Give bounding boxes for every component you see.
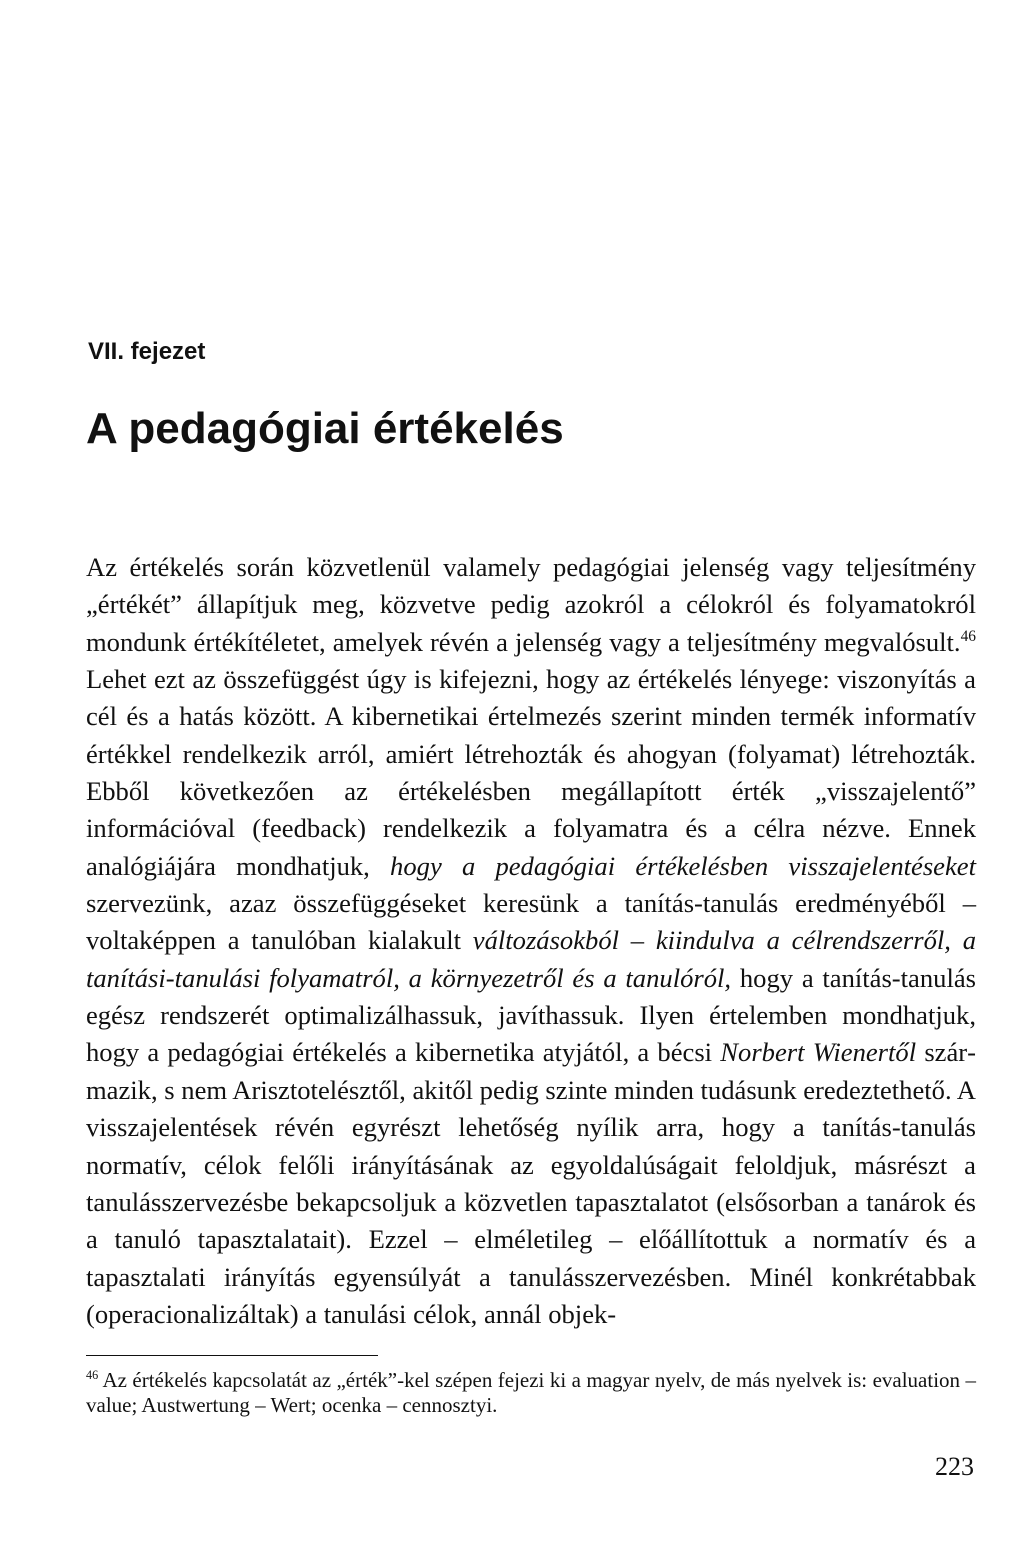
footnote-reference: 46 (960, 627, 976, 645)
body-text-segment: szervezünk, azaz összefüggéseket keresünk a tanítás-tanulás eredményéből – voltaképpen a tanulóban kialakult (86, 888, 976, 956)
body-text-segment: származik, s nem Arisztotelésztől, akitől pedig szinte minden tudásunk eredeztethető. A visszajelentések révén egyrészt lehetőség nyílik arra, hogy a tanítás-tanulás normatív, célok felőli irányításának az egyoldalúságait feloldjuk, másrészt a tanulásszervezésbe bekapcsoljuk a közvetlen tapasztalatot (elsősorban a tanárok és a tanuló tapasztalatait). Ezzel – elméletileg – előállítottuk a normatív és a tapasztalati irányítás egyensúlyát a tanulásszervezésben. Minél konkrétabbak (operacionalizáltak) a tanulási célok, annál objek- (86, 1037, 977, 1329)
italic-emphasis: hogy a pedagógiai értékelésben visszajelentéseket (390, 850, 976, 881)
footnote-divider (86, 1355, 378, 1356)
body-text-segment: hogy a tanítás-tanulás egész rendszerét optimalizálhassuk, javíthassuk. Ilyen értelemben mondhatjuk, hogy a pedagógiai értékelés a kibernetika atyjától, a bécsi (86, 962, 976, 1068)
italic-emphasis: változásokból – kiindulva a célrendszerről, a tanítási-tanulási folyamatról, a környezetről és a tanulóról, (86, 925, 976, 993)
body-text-segment: Lehet ezt az összefüggést úgy is kifejezni, hogy az értékelés lényege: viszonyítás a cél és a hatás között. A kibernetikai értelmezés szerint minden termék informatív értékkel rendelkezik arról, amiért létrehozták és ahogyan (folyamat) létrehozták. Ebből következően az értékelésben megállapított érték „visszajelentő” információval (feedback) rendelkezik a folyamatra és a célra nézve. Ennek analógiájára mondhatjuk, (86, 664, 976, 881)
footnote (86, 1368, 976, 1418)
body-text-segment: Az értékelés során közvetlenül valamely pedagógiai jelenség vagy teljesítmény „értékét” állapítjuk meg, közvetve pedig azokról a célokról és folyamatokról mondunk értékítéletet, amelyek révén a jelenség vagy a teljesítmény megvalósult. (86, 552, 976, 657)
page-number: 223 (935, 1452, 974, 1481)
footnote-number: 46 (86, 1368, 99, 1382)
body-paragraph (86, 549, 976, 1333)
chapter-label: VII. fejezet (88, 338, 206, 365)
italic-emphasis: Norbert Wienertől (720, 1037, 917, 1068)
chapter-title: A pedagógiai értékelés (86, 404, 564, 453)
footnote-text: Az értékelés kapcsolatát az „érték”-kel szépen fejezi ki a magyar nyelv, de más nyelvek is: evaluation – value; Austwertung – Wert; ocenka – cennosztyi. (86, 1368, 976, 1417)
